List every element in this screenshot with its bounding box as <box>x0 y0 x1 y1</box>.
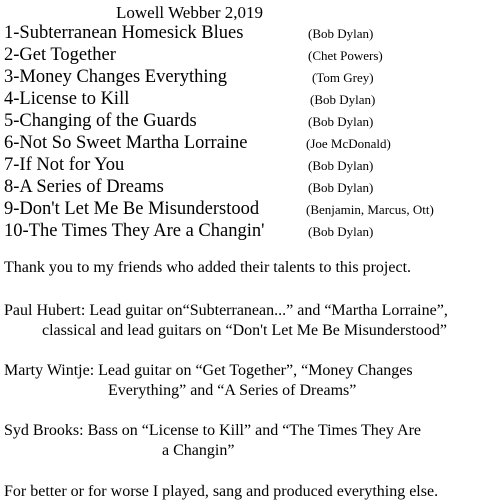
track-artist: (Bob Dylan) <box>308 180 374 195</box>
track-title: 4-License to Kill <box>4 89 130 109</box>
track-title: 9-Don't Let Me Be Misunderstood <box>4 199 260 219</box>
track-title: 5-Changing of the Guards <box>4 111 197 131</box>
track-artist: (Bob Dylan) <box>308 114 374 129</box>
track-row <box>4 44 496 66</box>
track-row <box>4 88 496 110</box>
track-artist: (Tom Grey) <box>312 70 374 85</box>
credit-paul-hubert <box>4 301 496 341</box>
track-artist: (Joe McDonald) <box>306 136 391 151</box>
track-row <box>4 110 496 132</box>
track-row <box>4 198 496 220</box>
track-artist: (Chet Powers) <box>308 48 383 63</box>
track-row <box>4 176 496 198</box>
track-title: 8-A Series of Dreams <box>4 177 164 197</box>
track-title: 2-Get Together <box>4 45 116 65</box>
track-row <box>4 66 496 88</box>
track-title: 7-If Not for You <box>4 155 125 175</box>
document-header: Lowell Webber 2,019 <box>116 3 264 22</box>
credit-marty-wintje <box>4 361 496 401</box>
credit-line: Paul Hubert: Lead guitar on“Subterranean...” and “Martha Lorraine”, <box>4 302 448 319</box>
track-artist: (Bob Dylan) <box>308 26 374 41</box>
track-artist: (Bob Dylan) <box>308 224 374 239</box>
credit-line: Syd Brooks: Bass on “License to Kill” and “The Times They Are <box>4 422 421 439</box>
credit-line: a Changin” <box>162 442 235 459</box>
track-row <box>4 22 496 44</box>
track-title: 3-Money Changes Everything <box>4 67 227 87</box>
track-title: 1-Subterranean Homesick Blues <box>4 23 244 43</box>
track-artist: (Bob Dylan) <box>310 92 376 107</box>
track-row <box>4 154 496 176</box>
credit-syd-brooks <box>4 421 496 461</box>
track-title: 10-The Times They Are a Changin' <box>4 221 265 241</box>
credit-line: Everything” and “A Series of Dreams” <box>108 382 357 399</box>
closing-paragraph: For better or for worse I played, sang and produced everything else. <box>4 483 439 500</box>
track-row <box>4 220 496 242</box>
track-artist: (Benjamin, Marcus, Ott) <box>306 202 434 217</box>
track-row <box>4 132 496 154</box>
credit-line: classical and lead guitars on “Don't Let Me Be Misunderstood” <box>42 322 447 339</box>
thanks-paragraph: Thank you to my friends who added their talents to this project. <box>4 259 412 276</box>
track-title: 6-Not So Sweet Martha Lorraine <box>4 133 248 153</box>
track-artist: (Bob Dylan) <box>308 158 374 173</box>
credit-line: Marty Wintje: Lead guitar on “Get Together”, “Money Changes <box>4 362 413 379</box>
